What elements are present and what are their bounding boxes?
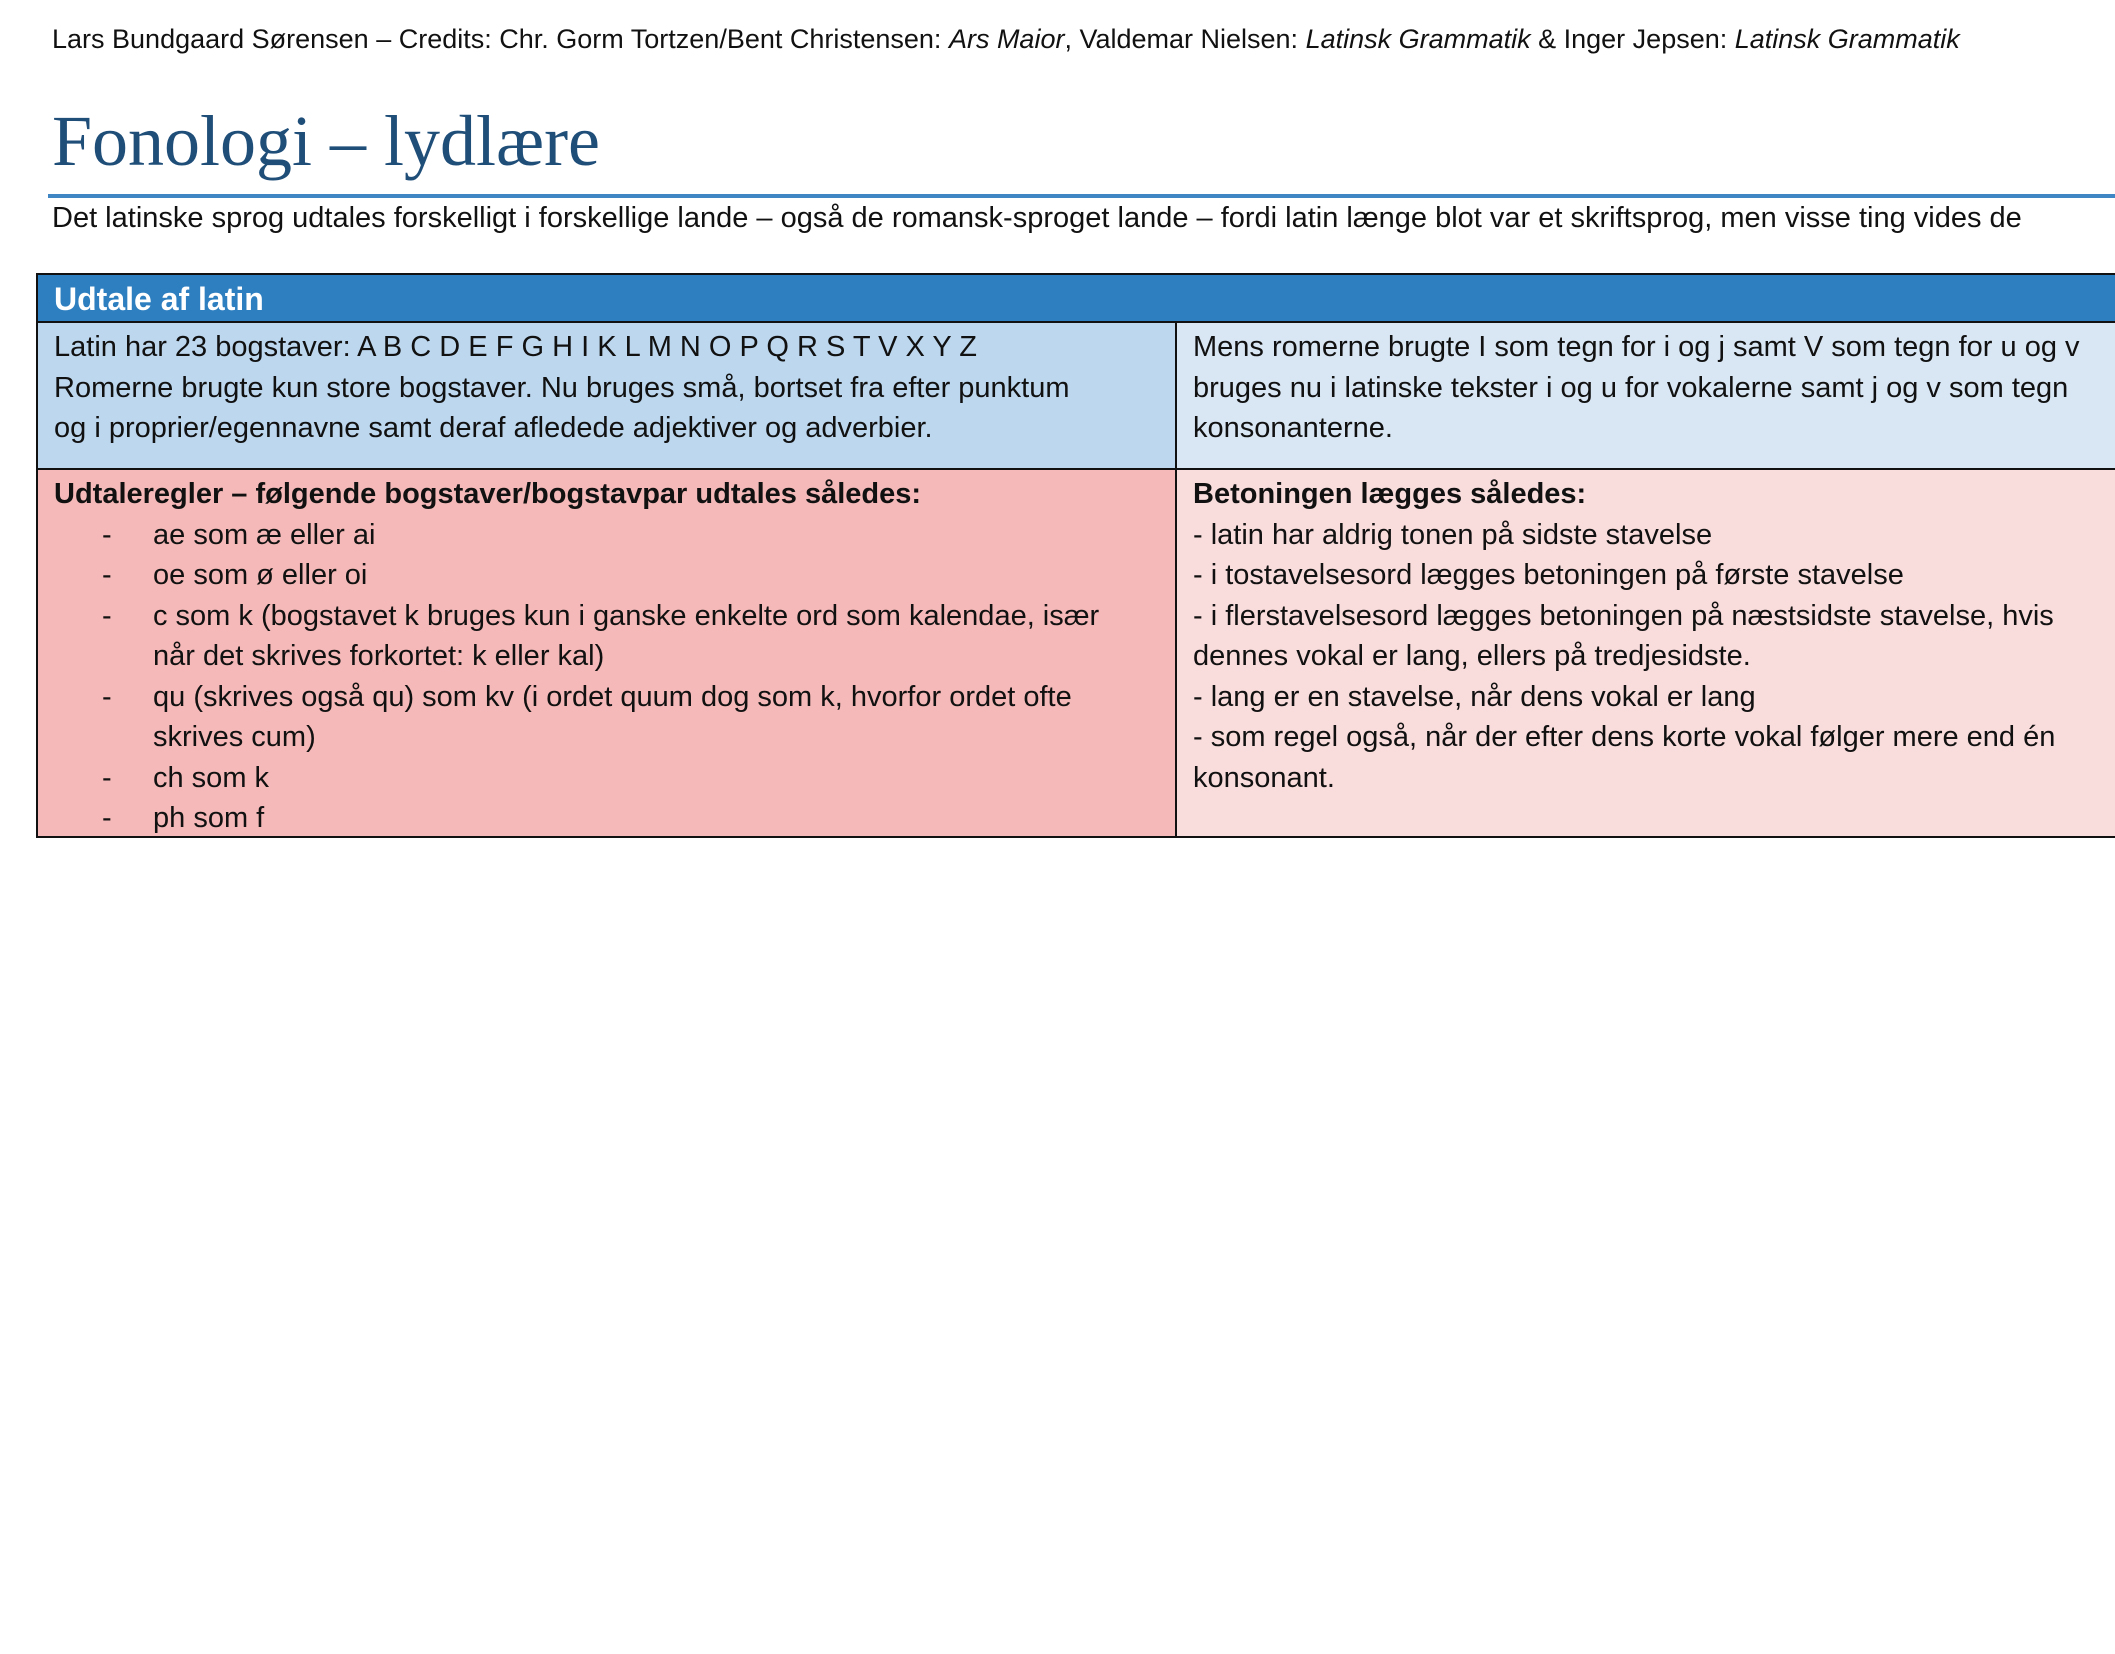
rule-text: oe som ø eller oi bbox=[153, 559, 368, 591]
pronunciation-table bbox=[36, 273, 2115, 838]
stress-heading: Betoningen lægges således: bbox=[1193, 478, 1587, 510]
stress-rules-cell bbox=[1177, 470, 2115, 836]
table-heading: Udtale af latin bbox=[54, 281, 264, 317]
rule-text: skrives cum) bbox=[153, 721, 316, 753]
rule-text: qu (skrives også qu) som kv (i ordet quum dog som k, hvorfor ordet ofte bbox=[153, 680, 1072, 713]
table-heading-row bbox=[38, 275, 2115, 323]
credits-mid-1: , Valdemar Nielsen: bbox=[1064, 24, 1306, 54]
list-item-continuation bbox=[54, 636, 1175, 677]
stress-line: - i tostavelsesord lægges betoningen på første stavelse bbox=[1193, 559, 1904, 591]
title-underline bbox=[48, 194, 2115, 198]
pronunciation-rules-list bbox=[54, 515, 1175, 837]
letters-line: konsonanterne. bbox=[1193, 412, 1393, 444]
dash-bullet: - bbox=[102, 518, 112, 551]
rule-text: ae som æ eller ai bbox=[153, 518, 376, 551]
pronunciation-heading: Udtaleregler – følgende bogstaver/bogstavpar udtales således: bbox=[54, 478, 922, 510]
rule-text: c som k (bogstavet k bruges kun i ganske enkelte ord som kalendae, især bbox=[153, 599, 1100, 632]
dash-bullet: - bbox=[102, 680, 112, 713]
dash-bullet: - bbox=[102, 761, 112, 794]
list-item bbox=[54, 798, 1175, 836]
rule-text: ph som f bbox=[153, 802, 265, 834]
credits-work-ars-maior: Ars Maior bbox=[948, 24, 1065, 54]
letters-line: bruges nu i latinske tekster i og u for vokalerne samt j og v som tegn bbox=[1193, 371, 2069, 404]
stress-line: - som regel også, når der efter dens korte vokal følger mere end én bbox=[1193, 721, 2056, 753]
letters-i-v-cell bbox=[1177, 323, 2115, 470]
rule-text: ch som k bbox=[153, 761, 270, 794]
dash-bullet: - bbox=[102, 559, 112, 591]
rule-text: når det skrives forkortet: k eller kal) bbox=[153, 640, 605, 672]
credits-line bbox=[52, 24, 1960, 55]
stress-line: konsonant. bbox=[1193, 761, 1335, 794]
intro-paragraph: Det latinske sprog udtales forskelligt i forskellige lande – også de romansk-sproget lande – fordi latin længe blot var et skriftsprog, men visse ting vides de bbox=[52, 202, 2022, 234]
letters-line: Mens romerne brugte I som tegn for i og j samt V som tegn for u og v bbox=[1193, 331, 2080, 363]
alphabet-cell bbox=[38, 323, 1177, 470]
alphabet-line: Latin har 23 bogstaver: A B C D E F G H I K L M N O P Q R S T V X Y Z bbox=[54, 331, 978, 363]
page-title: Fonologi – lydlære bbox=[52, 101, 601, 181]
list-item bbox=[54, 555, 1175, 596]
credits-work-jepsen: Latinsk Grammatik bbox=[1734, 24, 1960, 54]
dash-bullet: - bbox=[102, 802, 112, 834]
stress-line: dennes vokal er lang, ellers på tredjesidste. bbox=[1193, 640, 1751, 672]
dash-bullet: - bbox=[102, 599, 112, 632]
stress-line: - lang er en stavelse, når dens vokal er lang bbox=[1193, 680, 1756, 713]
credits-work-nielsen: Latinsk Grammatik bbox=[1305, 24, 1531, 54]
list-item bbox=[54, 596, 1175, 637]
credits-prefix: Lars Bundgaard Sørensen – Credits: Chr. Gorm Tortzen/Bent Christensen: bbox=[52, 24, 949, 54]
stress-line: - i flerstavelsesord lægges betoningen på næstsidste stavelse, hvis bbox=[1193, 599, 2054, 632]
alphabet-line: og i proprier/egennavne samt deraf afledede adjektiver og adverbier. bbox=[54, 412, 933, 444]
pronunciation-rules-cell bbox=[38, 470, 1177, 836]
list-item bbox=[54, 515, 1175, 556]
alphabet-line: Romerne brugte kun store bogstaver. Nu bruges små, bortset fra efter punktum bbox=[54, 371, 1070, 404]
list-item-continuation bbox=[54, 717, 1175, 758]
stress-line: - latin har aldrig tonen på sidste stavelse bbox=[1193, 518, 1713, 551]
list-item bbox=[54, 677, 1175, 718]
list-item bbox=[54, 758, 1175, 799]
credits-mid-2: & Inger Jepsen: bbox=[1530, 24, 1735, 54]
